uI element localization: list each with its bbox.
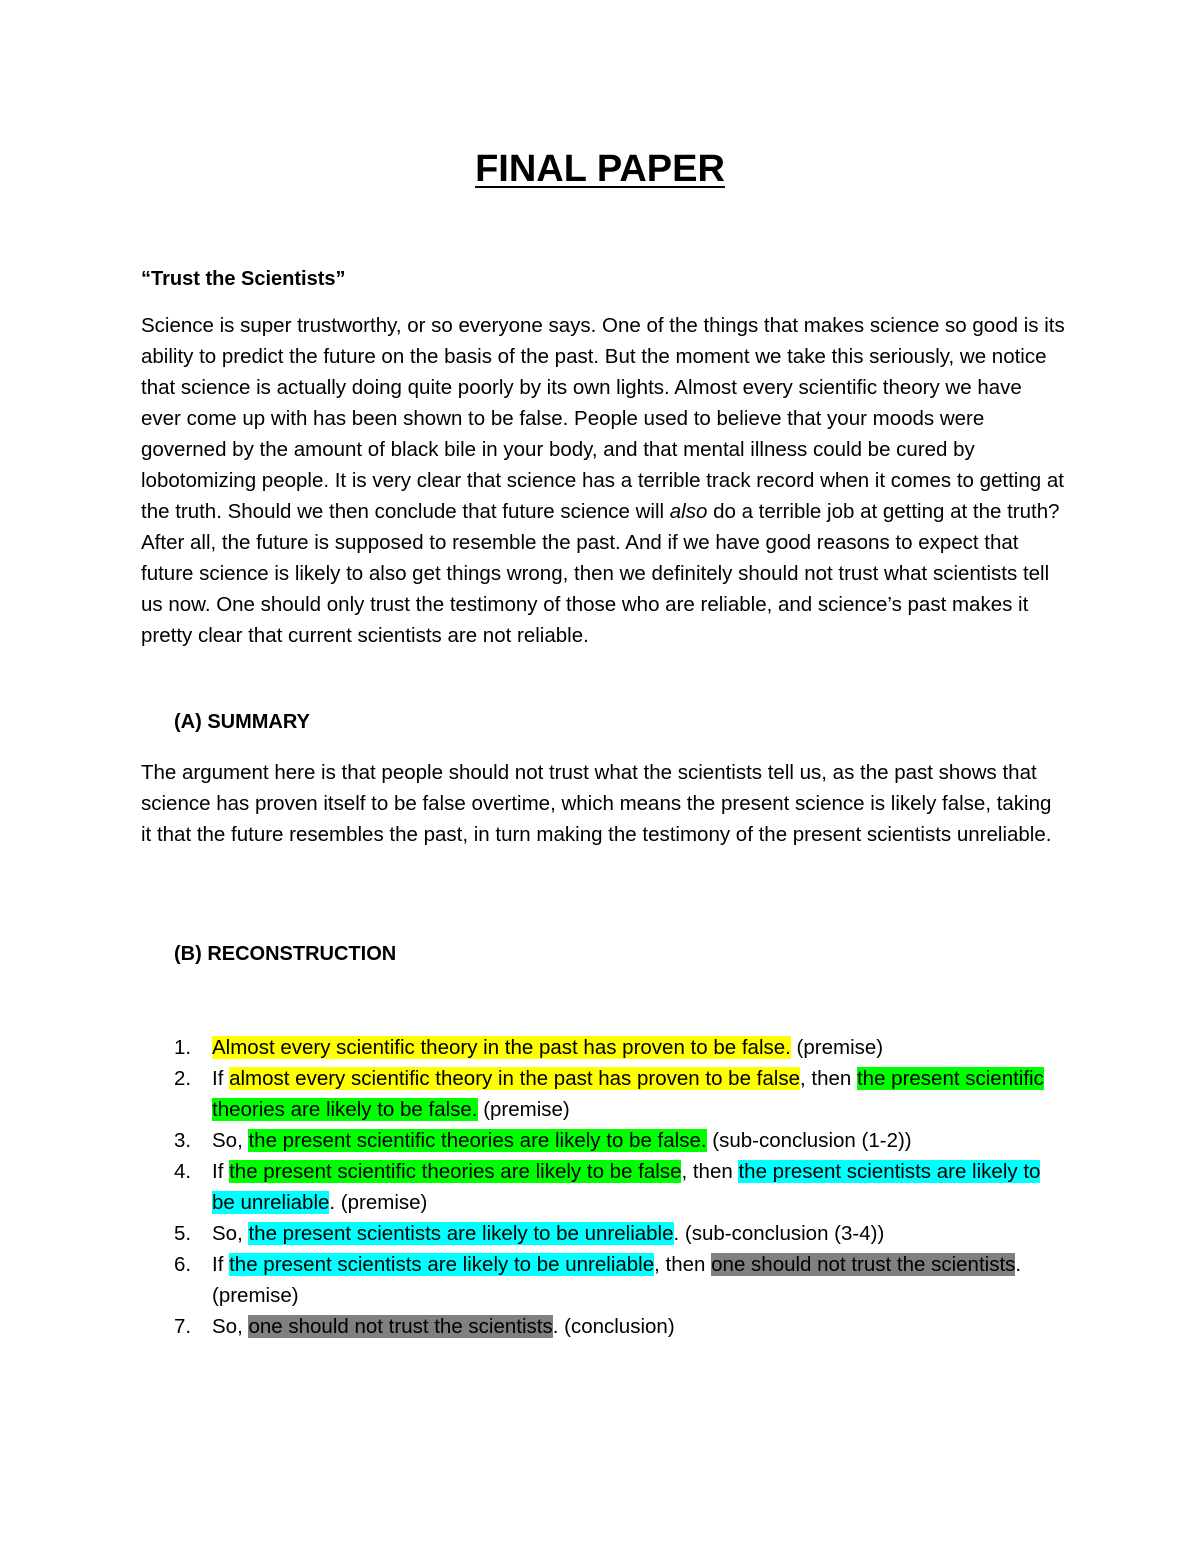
essay-subtitle: “Trust the Scientists” xyxy=(141,268,346,290)
step-lead: If xyxy=(212,1067,230,1090)
subconclusion-highlight: the present scientists are likely to be unreliable xyxy=(248,1222,674,1245)
page-title: FINAL PAPER xyxy=(475,148,725,190)
summary-paragraph: The argument here is that people should not trust what the scientists tell us, as the past shows that science has proven itself to be false overtime, which means the present science is likely false, taking it that the future resembles the past, in turn making the testimony of the present scientists unreliable. xyxy=(141,761,1052,846)
step-number: 5. xyxy=(174,1222,192,1245)
intro-italic-word: also xyxy=(669,500,708,523)
step-tag: . (sub-conclusion (3-4)) xyxy=(673,1222,885,1245)
step-connector: , then xyxy=(681,1160,739,1183)
intro-text-end: do a terrible job at getting at the truth? After all, the future is supposed to resemble the past. And if we have good reasons to expect that future science is likely to also get things wrong, then we definitely should not trust what scientists tell us now. One should only trust the testimony of those who are reliable, and science’s past makes it pretty clear that current scientists are not reliable. xyxy=(141,500,1060,647)
consequent-highlight: the present scientists are likely to be unreliable xyxy=(212,1160,1041,1214)
conclusion-highlight: one should not trust the scientists xyxy=(248,1315,553,1338)
step-tag: (premise) xyxy=(790,1036,884,1059)
antecedent-highlight: almost every scientific theory in the past has proven to be false xyxy=(229,1067,800,1090)
step-number: 1. xyxy=(174,1036,192,1059)
step-lead: So, xyxy=(212,1315,249,1338)
argument-step-2 xyxy=(141,1063,1061,1125)
argument-step-5 xyxy=(141,1218,1061,1249)
intro-paragraph xyxy=(141,310,1066,651)
step-lead: So, xyxy=(212,1129,249,1152)
step-number: 3. xyxy=(174,1129,192,1152)
reconstruction-heading: (B) RECONSTRUCTION xyxy=(174,943,397,965)
step-lead: If xyxy=(212,1253,230,1276)
intro-text-start: Science is super trustworthy, or so everyone says. One of the things that makes science so good is its ability to predict the future on the basis of the past. But the moment we take this seriously, we notice that science is actually doing quite poorly by its own lights. Almost every scientific theory we have ever come up with has been shown to be false. People used to believe that your moods were governed by the amount of black bile in your body, and that mental illness could be cured by lobotomizing people. It is very clear that science has a terrible track record when it comes to getting at the truth. Should we then conclude that future science will xyxy=(141,314,1065,523)
step-number: 4. xyxy=(174,1160,192,1183)
premise-1-highlight: Almost every scientific theory in the past has proven to be false. xyxy=(212,1036,791,1059)
argument-step-4 xyxy=(141,1156,1061,1218)
argument-step-7 xyxy=(141,1311,1061,1342)
step-tag: . (premise) xyxy=(212,1253,1022,1307)
step-tag: (sub-conclusion (1-2)) xyxy=(706,1129,912,1152)
step-tag: (premise) xyxy=(477,1098,570,1121)
summary-heading: (A) SUMMARY xyxy=(174,711,310,733)
antecedent-highlight: the present scientists are likely to be unreliable xyxy=(229,1253,655,1276)
argument-step-3 xyxy=(141,1125,1061,1156)
argument-step-1 xyxy=(141,1032,1061,1063)
step-number: 7. xyxy=(174,1315,192,1338)
consequent-highlight: the present scientific theories are likely to be false. xyxy=(212,1067,1044,1121)
consequent-highlight: one should not trust the scientists xyxy=(711,1253,1016,1276)
argument-step-6 xyxy=(141,1249,1061,1311)
step-lead: So, xyxy=(212,1222,249,1245)
step-number: 2. xyxy=(174,1067,192,1090)
step-tag: . (conclusion) xyxy=(552,1315,675,1338)
step-tag: . (premise) xyxy=(329,1191,428,1214)
step-connector: , then xyxy=(654,1253,712,1276)
step-lead: If xyxy=(212,1160,230,1183)
argument-steps xyxy=(141,1032,1061,1342)
subconclusion-highlight: the present scientific theories are likely to be false. xyxy=(248,1129,707,1152)
antecedent-highlight: the present scientific theories are likely to be false xyxy=(229,1160,682,1183)
step-connector: , then xyxy=(799,1067,857,1090)
step-number: 6. xyxy=(174,1253,192,1276)
